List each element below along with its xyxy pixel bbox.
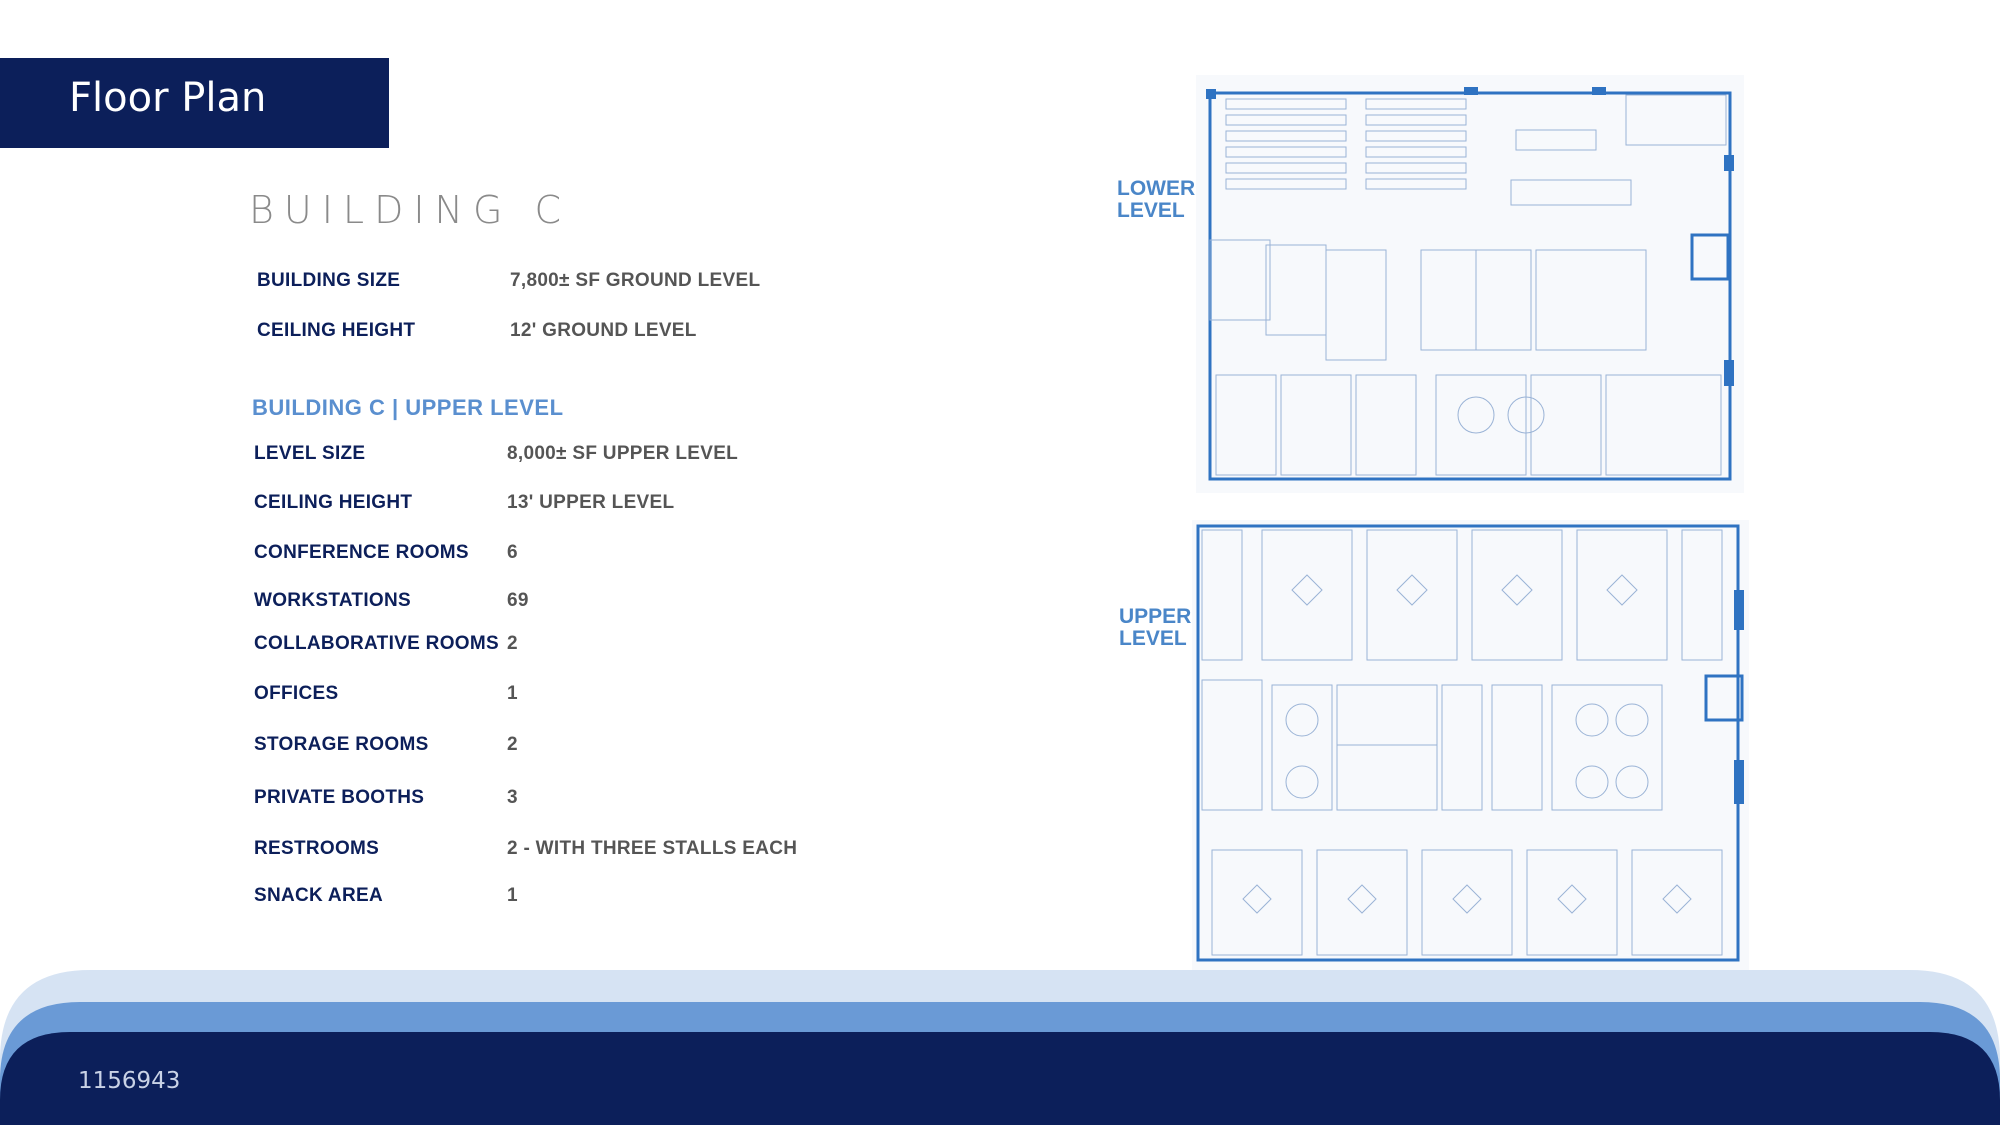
spec-value: 13' UPPER LEVEL: [507, 492, 675, 513]
spec-value: 2: [507, 633, 518, 654]
lower-label-line2: LEVEL: [1117, 199, 1185, 222]
spec-value: 12' GROUND LEVEL: [510, 320, 697, 341]
spec-label: BUILDING SIZE: [257, 270, 401, 291]
document-id: 1156943: [78, 1068, 181, 1094]
spec-value: 3: [507, 787, 518, 808]
spec-value: 69: [507, 590, 529, 611]
building-title: BUILDING C: [249, 188, 572, 232]
spec-label: PRIVATE BOOTHS: [254, 787, 425, 808]
upper-label-line1: UPPER: [1119, 605, 1192, 628]
upper-level-label: [1119, 606, 1191, 650]
spec-label: COLLABORATIVE ROOMS: [254, 633, 499, 654]
spec-label: RESTROOMS: [254, 838, 380, 859]
spec-label: SNACK AREA: [254, 885, 383, 906]
spec-value: 6: [507, 542, 518, 563]
spec-value: 1: [507, 885, 518, 906]
spec-value: 1: [507, 683, 518, 704]
spec-label: STORAGE ROOMS: [254, 734, 429, 755]
lower-level-label: [1117, 178, 1195, 222]
lower-level-floor-plan: [1196, 75, 1744, 493]
spec-value: 2 - WITH THREE STALLS EACH: [507, 838, 798, 859]
spec-label: CEILING HEIGHT: [254, 492, 413, 513]
upper-level-floor-plan: [1192, 520, 1749, 972]
spec-label: CEILING HEIGHT: [257, 320, 416, 341]
spec-label: OFFICES: [254, 683, 339, 704]
spec-value: 2: [507, 734, 518, 755]
upper-label-line2: LEVEL: [1119, 627, 1187, 650]
spec-value: 7,800± SF GROUND LEVEL: [510, 270, 761, 291]
spec-label: LEVEL SIZE: [254, 443, 366, 464]
title-bar: [0, 58, 389, 148]
lower-label-line1: LOWER: [1117, 177, 1196, 200]
footer-band: [0, 970, 2000, 1125]
spec-label: CONFERENCE ROOMS: [254, 542, 469, 563]
section-heading: BUILDING C | UPPER LEVEL: [252, 395, 564, 420]
spec-value: 8,000± SF UPPER LEVEL: [507, 443, 739, 464]
spec-label: WORKSTATIONS: [254, 590, 411, 611]
page-title: Floor Plan: [69, 75, 267, 121]
